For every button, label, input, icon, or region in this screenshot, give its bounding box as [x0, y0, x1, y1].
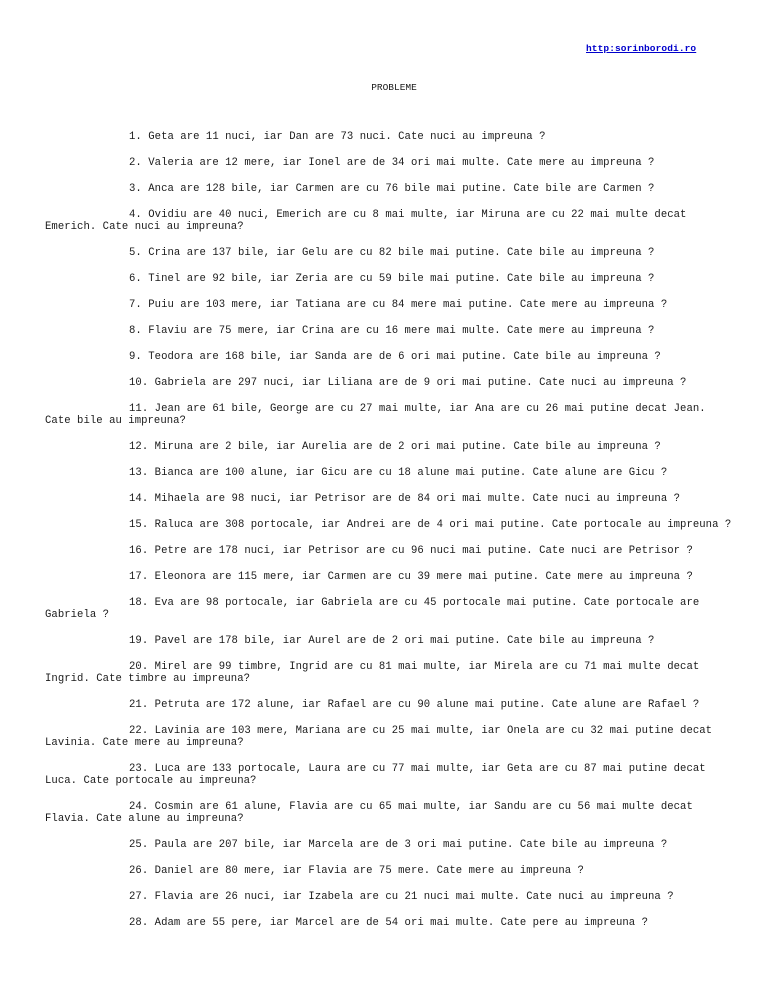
problem-text: Petre are 178 nuci, iar Petrisor are cu 96 nuci mai putine. Cate nuci are Petrisor ?: [154, 545, 693, 557]
problem-item: [45, 131, 735, 143]
problem-text: Eleonora are 115 mere, iar Carmen are cu 39 mere mai putine. Cate mere au impreuna ?: [154, 571, 693, 583]
problem-text: Flavia are 26 nuci, iar Izabela are cu 21 nuci mai multe. Cate nuci au impreuna ?: [154, 891, 674, 903]
problem-item: [45, 917, 735, 929]
problem-number: 13.: [129, 467, 149, 479]
problem-text: Valeria are 12 mere, iar Ionel are de 34 ori mai multe. Cate mere au impreuna ?: [148, 157, 655, 169]
problem-item: [45, 209, 735, 233]
problem-text: Anca are 128 bile, iar Carmen are cu 76 bile mai putine. Cate bile are Carmen ?: [148, 183, 655, 195]
problem-item: [45, 299, 735, 311]
problem-text: Ovidiu are 40 nuci, Emerich are cu 8 mai multe, iar Miruna are cu 22 mai multe decat Emerich. Cate nuci au impreuna?: [45, 209, 687, 233]
problem-item: [45, 661, 735, 685]
problem-item: [45, 441, 735, 453]
problem-text: Petruta are 172 alune, iar Rafael are cu 90 alune mai putine. Cate alune are Rafael ?: [154, 699, 700, 711]
problem-number: 4.: [129, 209, 142, 221]
problem-item: [45, 763, 735, 787]
problem-text: Crina are 137 bile, iar Gelu are cu 82 bile mai putine. Cate bile au impreuna ?: [148, 247, 655, 259]
problem-number: 15.: [129, 519, 149, 531]
problem-list: [45, 131, 735, 943]
problem-number: 11.: [129, 403, 149, 415]
problem-item: [45, 839, 735, 851]
problem-item: [45, 247, 735, 259]
problem-item: [45, 801, 735, 825]
problem-text: Luca are 133 portocale, Laura are cu 77 mai multe, iar Geta are cu 87 mai putine decat Luca. Cate portocale au impreuna?: [45, 763, 706, 787]
problem-number: 28.: [129, 917, 149, 929]
problem-item: [45, 467, 735, 479]
problem-item: [45, 635, 735, 647]
problem-item: [45, 403, 735, 427]
problem-number: 26.: [129, 865, 149, 877]
problem-text: Geta are 11 nuci, iar Dan are 73 nuci. Cate nuci au impreuna ?: [148, 131, 546, 143]
problem-number: 9.: [129, 351, 142, 363]
problem-text: Pavel are 178 bile, iar Aurel are de 2 ori mai putine. Cate bile au impreuna ?: [154, 635, 655, 647]
problem-text: Teodora are 168 bile, iar Sanda are de 6 ori mai putine. Cate bile au impreuna ?: [148, 351, 661, 363]
problem-text: Miruna are 2 bile, iar Aurelia are de 2 ori mai putine. Cate bile au impreuna ?: [154, 441, 661, 453]
problem-text: Tinel are 92 bile, iar Zeria are cu 59 bile mai putine. Cate bile au impreuna ?: [148, 273, 655, 285]
problem-number: 18.: [129, 597, 149, 609]
problem-number: 16.: [129, 545, 149, 557]
problem-item: [45, 597, 735, 621]
problem-number: 22.: [129, 725, 149, 737]
problem-number: 23.: [129, 763, 149, 775]
problem-text: Mirel are 99 timbre, Ingrid are cu 81 mai multe, iar Mirela are cu 71 mai multe decat Ingrid. Cate timbre au impreuna?: [45, 661, 700, 685]
problem-item: [45, 351, 735, 363]
problem-number: 6.: [129, 273, 142, 285]
problem-text: Cosmin are 61 alune, Flavia are cu 65 mai multe, iar Sandu are cu 56 mai multe decat Flavia. Cate alune au impreuna?: [45, 801, 693, 825]
problem-item: [45, 377, 735, 389]
problem-text: Daniel are 80 mere, iar Flavia are 75 mere. Cate mere au impreuna ?: [154, 865, 584, 877]
problem-item: [45, 891, 735, 903]
problem-number: 8.: [129, 325, 142, 337]
problem-text: Jean are 61 bile, George are cu 27 mai multe, iar Ana are cu 26 mai putine decat Jean. Cate bile au impreuna?: [45, 403, 706, 427]
problem-number: 24.: [129, 801, 149, 813]
problem-item: [45, 273, 735, 285]
problem-number: 20.: [129, 661, 149, 673]
problem-text: Paula are 207 bile, iar Marcela are de 3 ori mai putine. Cate bile au impreuna ?: [154, 839, 668, 851]
problem-number: 7.: [129, 299, 142, 311]
website-link[interactable]: http:sorinborodi.ro: [586, 43, 697, 54]
problem-number: 17.: [129, 571, 149, 583]
problem-item: [45, 699, 735, 711]
problem-number: 5.: [129, 247, 142, 259]
problem-number: 1.: [129, 131, 142, 143]
problem-number: 14.: [129, 493, 149, 505]
problem-text: Gabriela are 297 nuci, iar Liliana are de 9 ori mai putine. Cate nuci au impreuna ?: [154, 377, 687, 389]
problem-number: 27.: [129, 891, 149, 903]
problem-number: 19.: [129, 635, 149, 647]
problem-item: [45, 545, 735, 557]
problem-text: Mihaela are 98 nuci, iar Petrisor are de 84 ori mai multe. Cate nuci au impreuna ?: [154, 493, 681, 505]
problem-item: [45, 493, 735, 505]
problem-number: 10.: [129, 377, 149, 389]
problem-number: 25.: [129, 839, 149, 851]
problem-text: Adam are 55 pere, iar Marcel are de 54 ori mai multe. Cate pere au impreuna ?: [154, 917, 649, 929]
problem-item: [45, 183, 735, 195]
problem-text: Bianca are 100 alune, iar Gicu are cu 18 alune mai putine. Cate alune are Gicu ?: [154, 467, 668, 479]
problem-item: [45, 571, 735, 583]
page-title: PROBLEME: [371, 82, 417, 93]
problem-item: [45, 725, 735, 749]
problem-text: Puiu are 103 mere, iar Tatiana are cu 84 mere mai putine. Cate mere au impreuna ?: [148, 299, 668, 311]
problem-text: Eva are 98 portocale, iar Gabriela are cu 45 portocale mai putine. Cate portocale are Gabriela ?: [45, 597, 700, 621]
problem-number: 21.: [129, 699, 149, 711]
problem-number: 2.: [129, 157, 142, 169]
problem-item: [45, 519, 735, 531]
problem-text: Lavinia are 103 mere, Mariana are cu 25 mai multe, iar Onela are cu 32 mai putine decat Lavinia. Cate mere au impreuna?: [45, 725, 713, 749]
problem-item: [45, 157, 735, 169]
problem-text: Raluca are 308 portocale, iar Andrei are de 4 ori mai putine. Cate portocale au impreuna ?: [154, 519, 732, 531]
problem-item: [45, 325, 735, 337]
problem-text: Flaviu are 75 mere, iar Crina are cu 16 mere mai multe. Cate mere au impreuna ?: [148, 325, 655, 337]
problem-number: 3.: [129, 183, 142, 195]
problem-number: 12.: [129, 441, 149, 453]
problem-item: [45, 865, 735, 877]
